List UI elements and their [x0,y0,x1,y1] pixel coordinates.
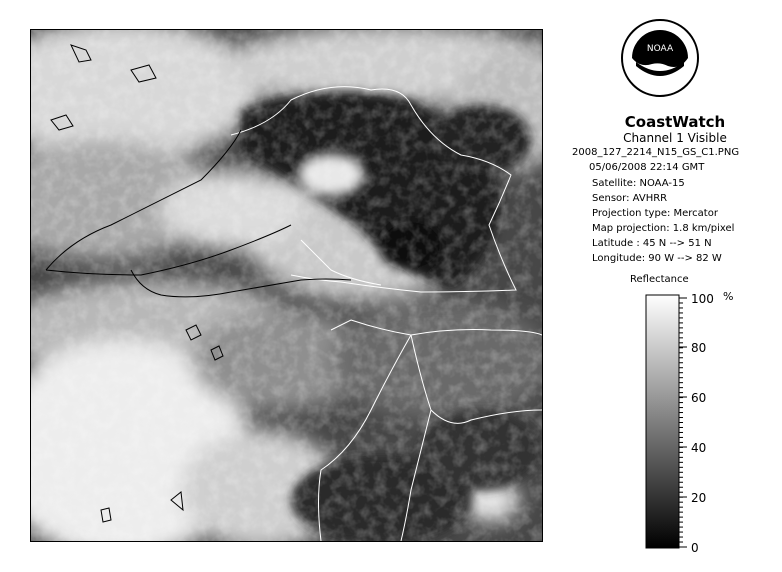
satellite-text: Satellite: NOAA-15 [592,178,685,189]
logo-text: NOAA [646,44,674,54]
legend-color-bar [646,295,679,548]
legend-unit: % [723,290,734,303]
tick-label-60: 60 [691,391,707,405]
noaa-emblem-icon [620,18,700,98]
filename-text: 2008_127_2214_N15_GS_C1.PNG [572,147,740,158]
map-projection-text: Map projection: 1.8 km/pixel [592,223,735,234]
satellite-scene-svg [31,30,542,541]
projection-type-text: Projection type: Mercator [592,208,718,219]
noaa-logo [620,18,700,108]
channel-subtitle: Channel 1 Visible [623,131,727,145]
app-title: CoastWatch [624,113,726,131]
datetime-text: 05/06/2008 22:14 GMT [589,162,705,173]
tick-label-20: 20 [691,491,707,505]
legend-title: Reflectance [630,274,689,285]
latitude-text: Latitude : 45 N --> 51 N [592,238,712,249]
satellite-image [30,29,543,542]
tick-label-100: 100 [691,292,714,306]
legend-minor-ticks [679,298,683,547]
longitude-text: Longitude: 90 W --> 82 W [592,253,722,264]
tick-label-40: 40 [691,441,707,455]
tick-label-0: 0 [691,541,699,555]
sensor-text: Sensor: AVHRR [592,193,668,204]
legend-svg [645,290,745,560]
cloud-texture [31,30,542,541]
reflectance-legend [645,290,745,560]
tick-label-80: 80 [691,341,707,355]
